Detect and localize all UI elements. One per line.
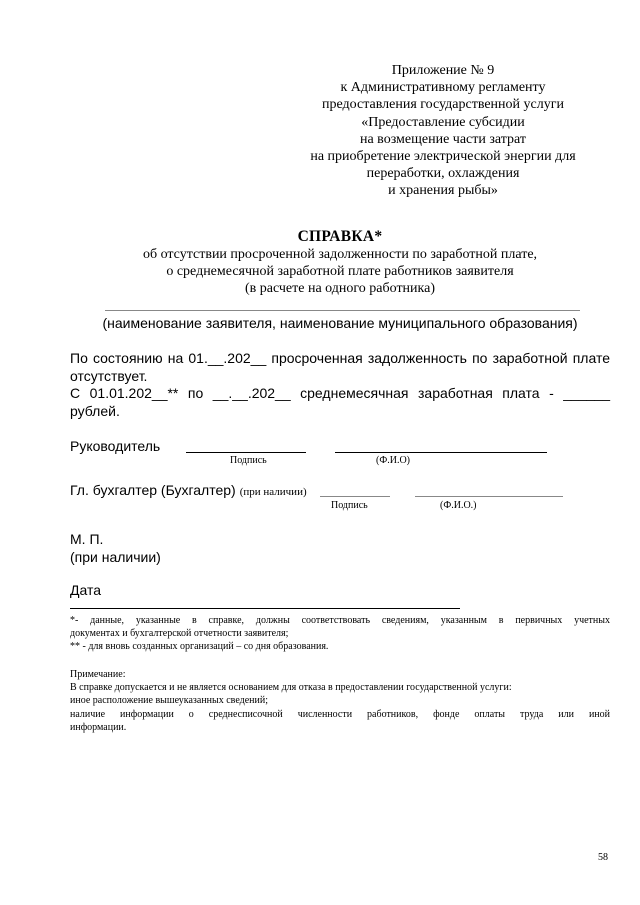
- appendix-line: Приложение № 9: [391, 63, 495, 78]
- note-line: В справке допускается и не является основанием для отказа в предоставлении государственной услуги:: [70, 682, 512, 694]
- document-subtitle: [70, 246, 610, 298]
- accountant-name-caption: (Ф.И.О.): [440, 500, 477, 511]
- note-heading: Примечание:: [70, 669, 126, 680]
- appendix-line: «Предоставление субсидии: [361, 114, 525, 130]
- accountant-row: [70, 482, 307, 500]
- note-block: [70, 668, 610, 734]
- accountant-label: Гл. бухгалтер (Бухгалтер): [70, 482, 236, 498]
- accountant-signature-caption: Подпись: [331, 500, 368, 511]
- appendix-line: на приобретение электрической энергии для: [310, 149, 576, 165]
- date-label: Дата: [70, 582, 102, 598]
- appendix-line: на возмещение части затрат: [359, 131, 527, 147]
- footnote-line: документах и бухгалтерской отчетности заявителя;: [70, 628, 289, 639]
- statement-line: отсутствует.: [70, 367, 148, 384]
- head-label: Руководитель: [70, 438, 161, 454]
- statement-line: По состоянию на 01.__.202__ просроченная задолженность по заработной плате: [70, 350, 610, 366]
- page-number: 58: [598, 852, 608, 863]
- footnote-separator: [70, 608, 460, 609]
- head-signature-caption: Подпись: [230, 455, 267, 466]
- subtitle-line: о среднемесячной заработной плате работников заявителя: [166, 264, 514, 280]
- statement-line: С 01.01.202__** по __.__.202__ среднемесячная заработная плата - ______: [70, 385, 610, 401]
- appendix-line: к Административному регламенту: [340, 80, 546, 96]
- applicant-caption: (наименование заявителя, наименование муниципального образования): [102, 315, 578, 331]
- statement-paragraph: [70, 350, 610, 420]
- stamp-note: (при наличии): [70, 549, 161, 565]
- appendix-line: и хранения рыбы»: [388, 183, 498, 199]
- note-line: наличие информации о среднесписочной численности работников, фонде оплаты труда или иной: [70, 708, 610, 720]
- footnotes: [70, 614, 610, 653]
- appendix-line: предоставления государственной услуги: [322, 97, 564, 113]
- applicant-name-line: [105, 310, 580, 311]
- stamp-label: М. П.: [70, 531, 104, 547]
- subtitle-line: об отсутствии просроченной задолженности по заработной плате,: [142, 247, 538, 262]
- accountant-note: (при наличии): [239, 486, 307, 498]
- head-signature-line: [186, 452, 306, 453]
- appendix-header: [278, 62, 608, 200]
- appendix-line: переработки, охлаждения: [366, 166, 520, 182]
- stamp-block: [70, 530, 161, 566]
- accountant-name-line: [415, 496, 563, 497]
- head-name-line: [335, 452, 547, 453]
- statement-line: рублей.: [70, 402, 120, 419]
- head-name-caption: (Ф.И.О): [376, 455, 411, 466]
- footnote-line: ** - для вновь созданных организаций – со дня образования.: [70, 641, 329, 652]
- accountant-signature-line: [320, 496, 390, 497]
- document-title: СПРАВКА*: [297, 228, 383, 245]
- subtitle-line: (в расчете на одного работника): [244, 281, 436, 297]
- note-line: информации.: [70, 721, 127, 733]
- footnote-line: *- данные, указанные в справке, должны соответствовать сведениям, указанным в первичных учетных: [70, 615, 610, 626]
- note-line: иное расположение вышеуказанных сведений;: [70, 695, 269, 707]
